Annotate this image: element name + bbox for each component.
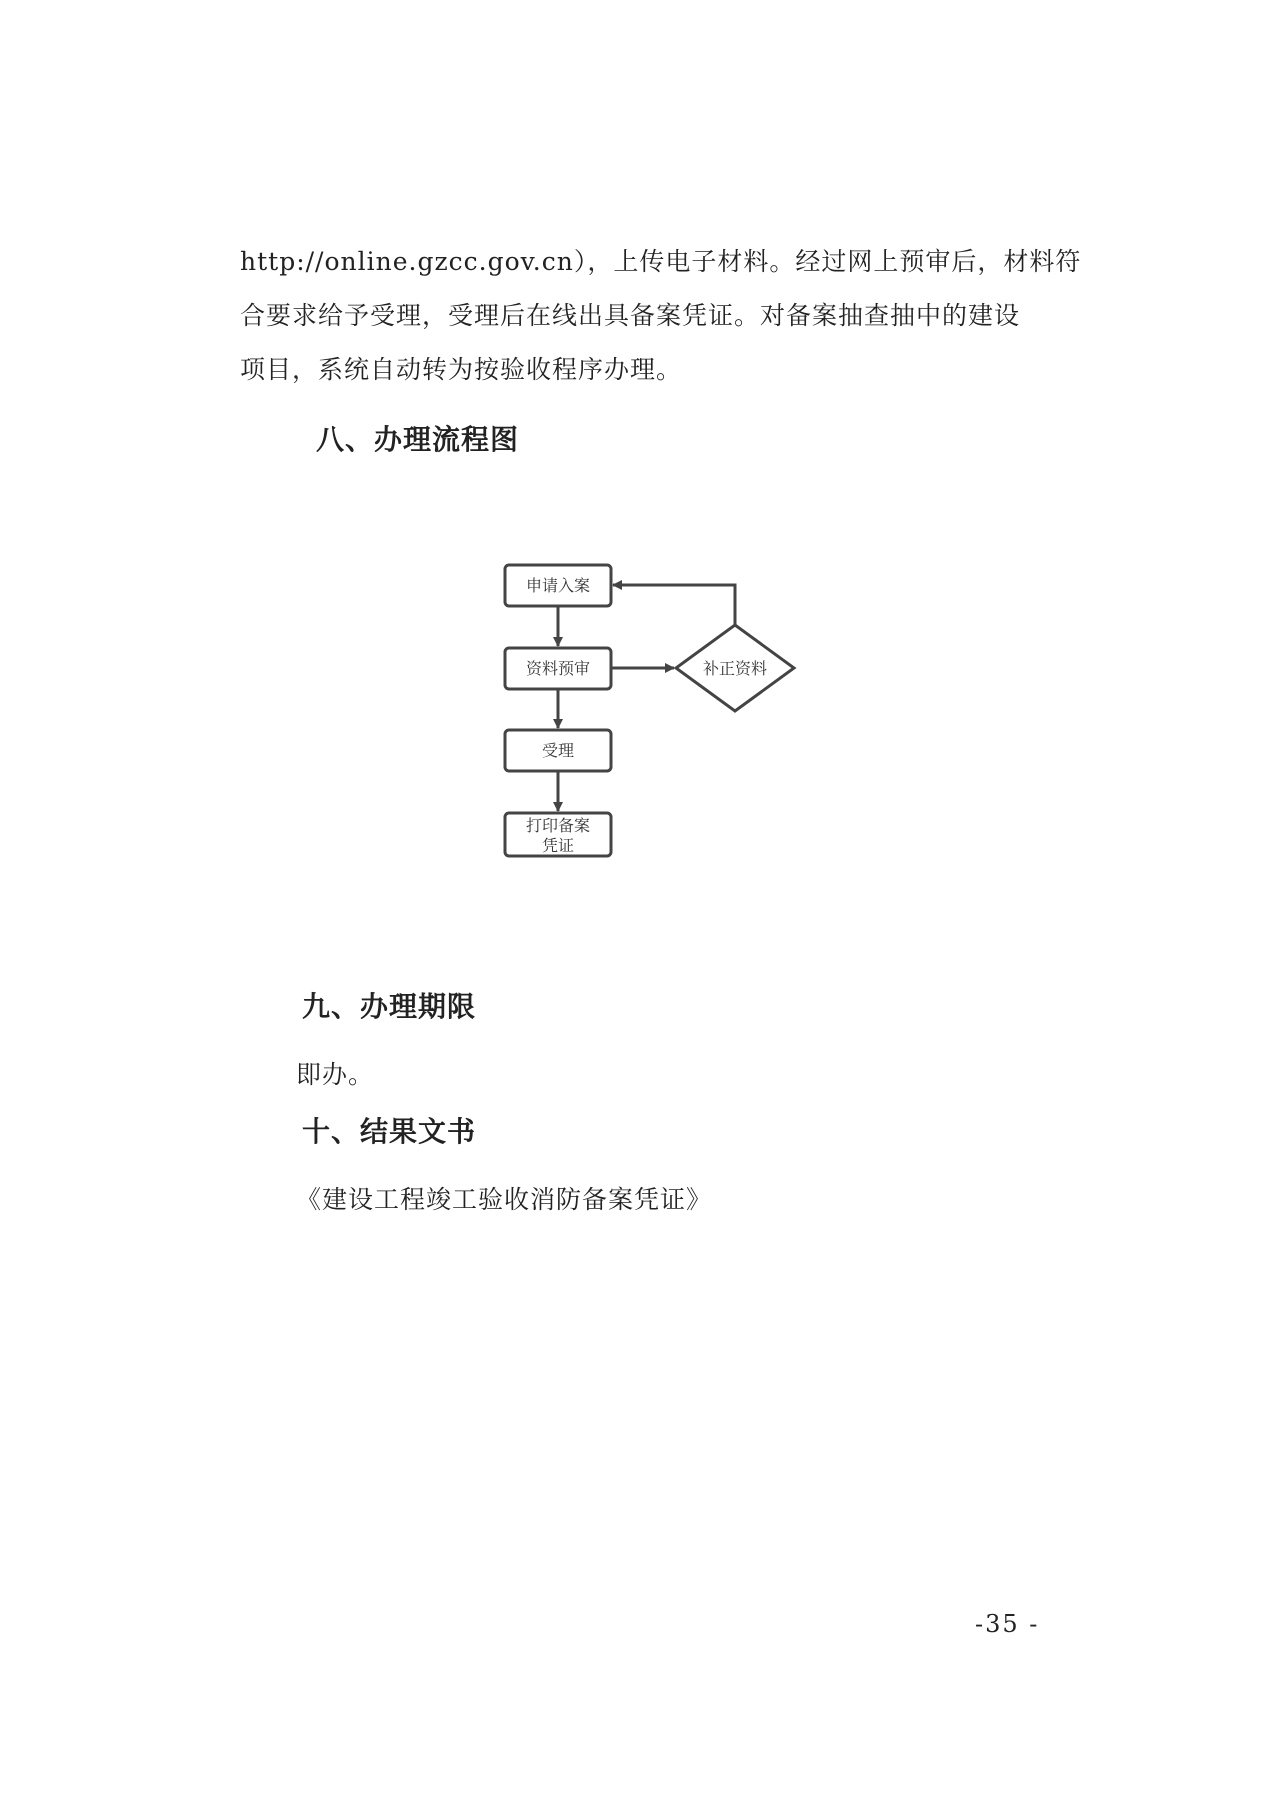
node-supplement-label: 补正资料 bbox=[702, 659, 768, 678]
arrow-supplement-to-apply bbox=[613, 585, 735, 625]
node-print-label-line2: 凭证 bbox=[541, 836, 575, 855]
intro-line: http://online.gzcc.gov.cn），上传电子材料。经过网上预审后，材料符 bbox=[240, 247, 1082, 276]
section-10-heading: 十、结果文书 bbox=[302, 1115, 477, 1148]
section-8-heading: 八、办理流程图 bbox=[316, 423, 520, 456]
section-10-body: 《建设工程竣工验收消防备案凭证》 bbox=[296, 1185, 713, 1214]
section-9-body: 即办。 bbox=[296, 1060, 375, 1089]
node-pre-review-label: 资料预审 bbox=[525, 659, 591, 678]
node-print-label-line1: 打印备案 bbox=[525, 816, 591, 835]
section-9-heading: 九、办理期限 bbox=[302, 990, 477, 1023]
node-accept-label: 受理 bbox=[541, 741, 575, 760]
process-flowchart bbox=[480, 545, 820, 875]
intro-paragraph bbox=[240, 235, 1082, 397]
page-number: -35 - bbox=[975, 1610, 1040, 1638]
intro-line: 合要求给予受理，受理后在线出具备案凭证。对备案抽查抽中的建设 bbox=[240, 301, 1021, 330]
node-apply-label: 申请入案 bbox=[525, 576, 591, 595]
intro-line: 项目，系统自动转为按验收程序办理。 bbox=[240, 355, 683, 384]
